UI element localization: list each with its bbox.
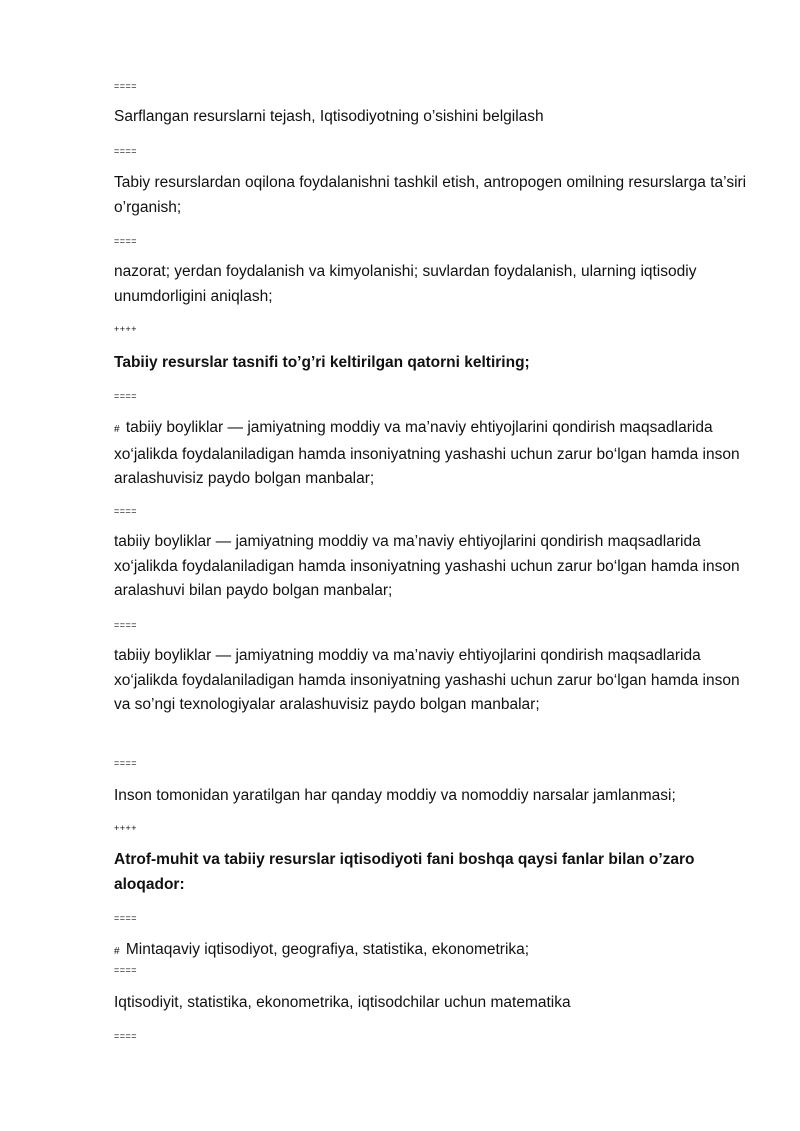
- answer-option: tabiiy boyliklar — jamiyatning moddiy va ma’naviy ehtiyojlarini qondirish maqsadlarida xo‘jalikda foydalaniladigan hamda insoniyatning yashashi uchun zarur bo‘lgan hamda inson aralashuvi bilan paydo bolgan manbalar;: [114, 533, 740, 599]
- question-text: Atrof-muhit va tabiiy resurslar iqtisodiyoti fani boshqa qaysi fanlar bilan o’zaro aloqador:: [114, 851, 695, 893]
- separator: ====: [114, 620, 138, 630]
- separator: ====: [114, 236, 138, 246]
- separator: ====: [114, 758, 138, 768]
- separator: ====: [114, 965, 138, 975]
- answer-option: Tabiy resurslardan oqilona foydalanishni tashkil etish, antropogen omilning resurslarga ta’siri o’rganish;: [114, 174, 747, 216]
- separator: ====: [114, 391, 138, 401]
- answer-text: tabiiy boyliklar — jamiyatning moddiy va ma’naviy ehtiyojlarini qondirish maqsadlarida xo‘jalikda foydalaniladigan hamda insoniyatning yashashi uchun zarur bo‘lgan hamda inson aralashuvisiz paydo bolgan manbalar;: [114, 419, 740, 487]
- answer-option: nazorat; yerdan foydalanish va kimyolanishi; suvlardan foydalanish, ularning iqtisodiy unumdorligini aniqlash;: [114, 263, 697, 305]
- answer-option: tabiiy boyliklar — jamiyatning moddiy va ma’naviy ehtiyojlarini qondirish maqsadlarida xo‘jalikda foydalaniladigan hamda insoniyatning yashashi uchun zarur bo‘lgan hamda inson va so’ngi texnologiyalar aralashuvisiz paydo bolgan manbalar;: [114, 647, 740, 713]
- answer-option: Sarflangan resurslarni tejash, Iqtisodiyotning o’sishini belgilash: [114, 108, 544, 125]
- correct-marker: #: [114, 946, 120, 957]
- separator: ====: [114, 146, 138, 156]
- answer-option: Inson tomonidan yaratilgan har qanday moddiy va nomoddiy narsalar jamlanmasi;: [114, 787, 676, 804]
- separator: ====: [114, 1031, 138, 1041]
- question-text: Tabiiy resurslar tasnifi to’g’ri keltirilgan qatorni keltiring;: [114, 354, 530, 371]
- separator: ====: [114, 506, 138, 516]
- answer-option: Iqtisodiyit, statistika, ekonometrika, iqtisodchilar uchun matematika: [114, 994, 571, 1011]
- separator: ====: [114, 913, 138, 923]
- correct-marker: #: [114, 424, 120, 435]
- separator-question: ++++: [114, 823, 138, 833]
- separator: ====: [114, 81, 138, 91]
- answer-option-correct: [114, 416, 754, 492]
- answer-text: Mintaqaviy iqtisodiyot, geografiya, statistika, ekonometrika;: [125, 941, 530, 958]
- answer-option-correct: [114, 938, 754, 965]
- separator-question: ++++: [114, 324, 138, 334]
